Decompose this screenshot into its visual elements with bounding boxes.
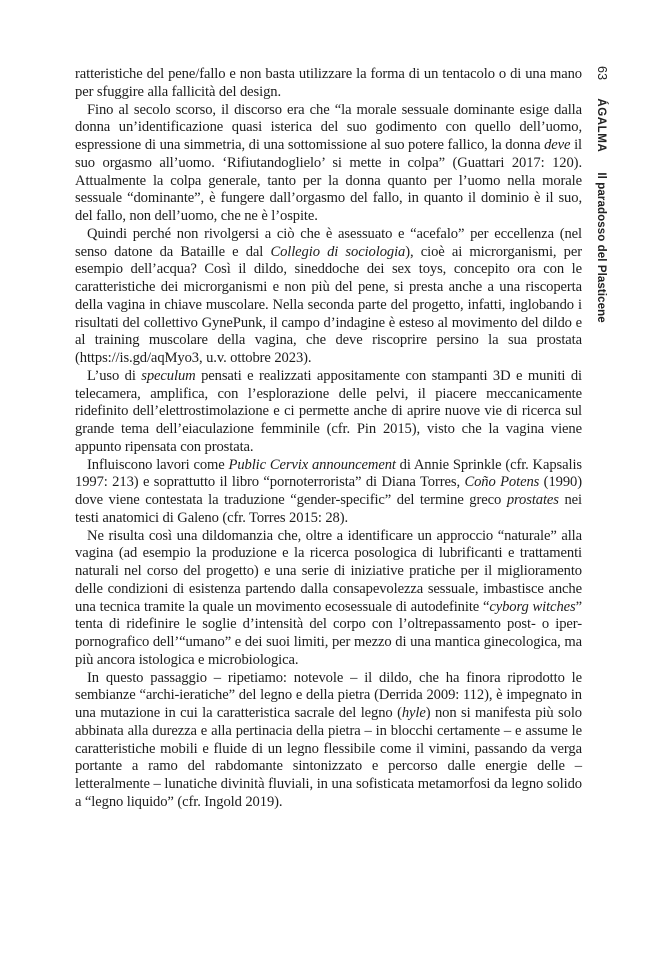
italic-text: Collegio di sociologia (270, 243, 406, 260)
body-text (75, 66, 582, 812)
paragraph (75, 368, 582, 457)
text-run: pensati e realizzati appositamente con stampanti 3D e muniti di telecamera, amplifica, con l’esplorazione delle pelvi, il piacere meccanicamente ridefinito dell’elettrostimolazione e ci permette anche di aprire nuove vie di ricerca sul grande tema dell’eiaculazione femminile (cfr. Pin 2015), visto che la vagina viene appunto ripensata con prostata. (75, 367, 582, 455)
italic-text: hyle (401, 705, 426, 721)
journal-title: ÁGALMA (595, 98, 607, 153)
paragraph (75, 457, 582, 528)
paragraph (75, 66, 582, 102)
text-run: Ne risulta così una dildomanzia che, oltre a identificare un approccio “naturale” alla vagina (ad esempio la produzione e la ricerca posologica di lubrificanti e trattamenti naturali nel corso del progetto) e una serie di iniziative pratiche per il miglioramento delle condizioni di esistenza partendo dalla consapevolezza sessuale, imbastisce anche una tecnica tramite la quale un movimento ecosessuale di autodefinite “ (75, 527, 582, 615)
text-run: ” tenta di ridefinire le soglie d’intensità del corpo con l’oltrepassamento post- o iper-pornografico dell’“umano” e dei suoi limiti, per mezzo di una mantica ginecologica, ma più ancora istologica e microbiologica. (75, 598, 582, 668)
text-run: Fino al secolo scorso, il discorso era che “la morale sessuale dominante esige dalla donna un’identificazione quasi isterica del suo godimento con quello dell’uomo, espressione di una simmetria, di una sottomissione al suo potere fallico, la donna (75, 101, 582, 153)
italic-text: cyborg witches (489, 598, 576, 615)
italic-text: deve (544, 137, 571, 153)
text-run: In questo passaggio – ripetiamo: notevole – il dildo, che ha finora riprodotto le sembianze “archi-ieratiche” del legno e della pietra (Derrida 2009: 112), è impegnato in una mutazione in cui la caratteristica sacrale del legno ( (75, 669, 582, 721)
text-run: ), cioè ai microrganismi, per esempio dell’acqua? Così il dildo, sineddoche dei sex toys, concepito ora con le caratteristiche dei microrganismi e non più del pene, si presta anche a una riscoperta della vagina in chiave muscolare. Nella seconda parte del progetto, infatti, inglobando i risultati del collettivo GynePunk, il campo d’indagine è esteso al movimento del dildo e al training muscolare della vagina, che deve riscoprire persino la sua prostata (https://is.gd/aqMyo3, u.v. ottobre 2023). (75, 243, 582, 366)
running-head (591, 66, 611, 366)
section-title: Il paradosso del Plasticene (595, 172, 607, 323)
paragraph (75, 226, 582, 368)
text-run: il suo orgasmo all’uomo. ‘Rifiutandoglielo’ si mette in colpa” (Guattari 2017: 120). Attualmente la colpa generale, tanto per la donna quanto per l’uomo nella morale sessuale “dominante”, è fungere dall’orgasmo del fallo, in quanto il dominio è il suo, del fallo, non dell’uomo, che ne è l’ospite. (75, 137, 583, 224)
text-run: L’uso di (87, 367, 142, 384)
text-run: ratteristiche del pene/fallo e non basta utilizzare la forma di un tentacolo o di una mano per sfuggire alla fallicità del design. (75, 66, 582, 100)
italic-text: Public Cervix announcement (228, 456, 396, 473)
text-run: di Annie Sprinkle (cfr. Kapsalis 1997: 213) e soprattutto il libro “pornoterrorista” di Diana Torres, (75, 456, 583, 491)
page-number: 63 (595, 66, 609, 81)
text-run: nei testi anatomici di Galeno (cfr. Torres 2015: 28). (75, 492, 583, 526)
italic-text: Coño Potens (464, 474, 540, 491)
italic-text: speculum (141, 367, 196, 384)
text-run: ) non si manifesta più solo abbinata alla durezza e alla pertinacia della pietra – in blocchi certamente – e assume le caratteristiche mobili e fluide di un legno flessibile come il vimini, passando da verga portante a ramo del rabdomante sintonizzato e percorso dalle energie delle – letteralmente – lunatiche divinità fluviali, in una sofisticata metamorfosi da legno solido a “legno liquido” (cfr. Ingold 2019). (75, 705, 582, 810)
text-run: (1990) dove viene contestata la traduzione “gender-specific” del termine greco (75, 474, 582, 508)
paragraph (75, 528, 582, 670)
italic-text: prostates (506, 492, 559, 508)
paragraph (75, 102, 582, 226)
paragraph (75, 670, 582, 812)
running-head-line (595, 66, 609, 323)
text-run: Influiscono lavori come (87, 456, 229, 473)
text-run: Quindi perché non rivolgersi a ciò che è asessuato e “acefalo” per eccellenza (nel senso datone da Bataille e dal (75, 225, 582, 260)
